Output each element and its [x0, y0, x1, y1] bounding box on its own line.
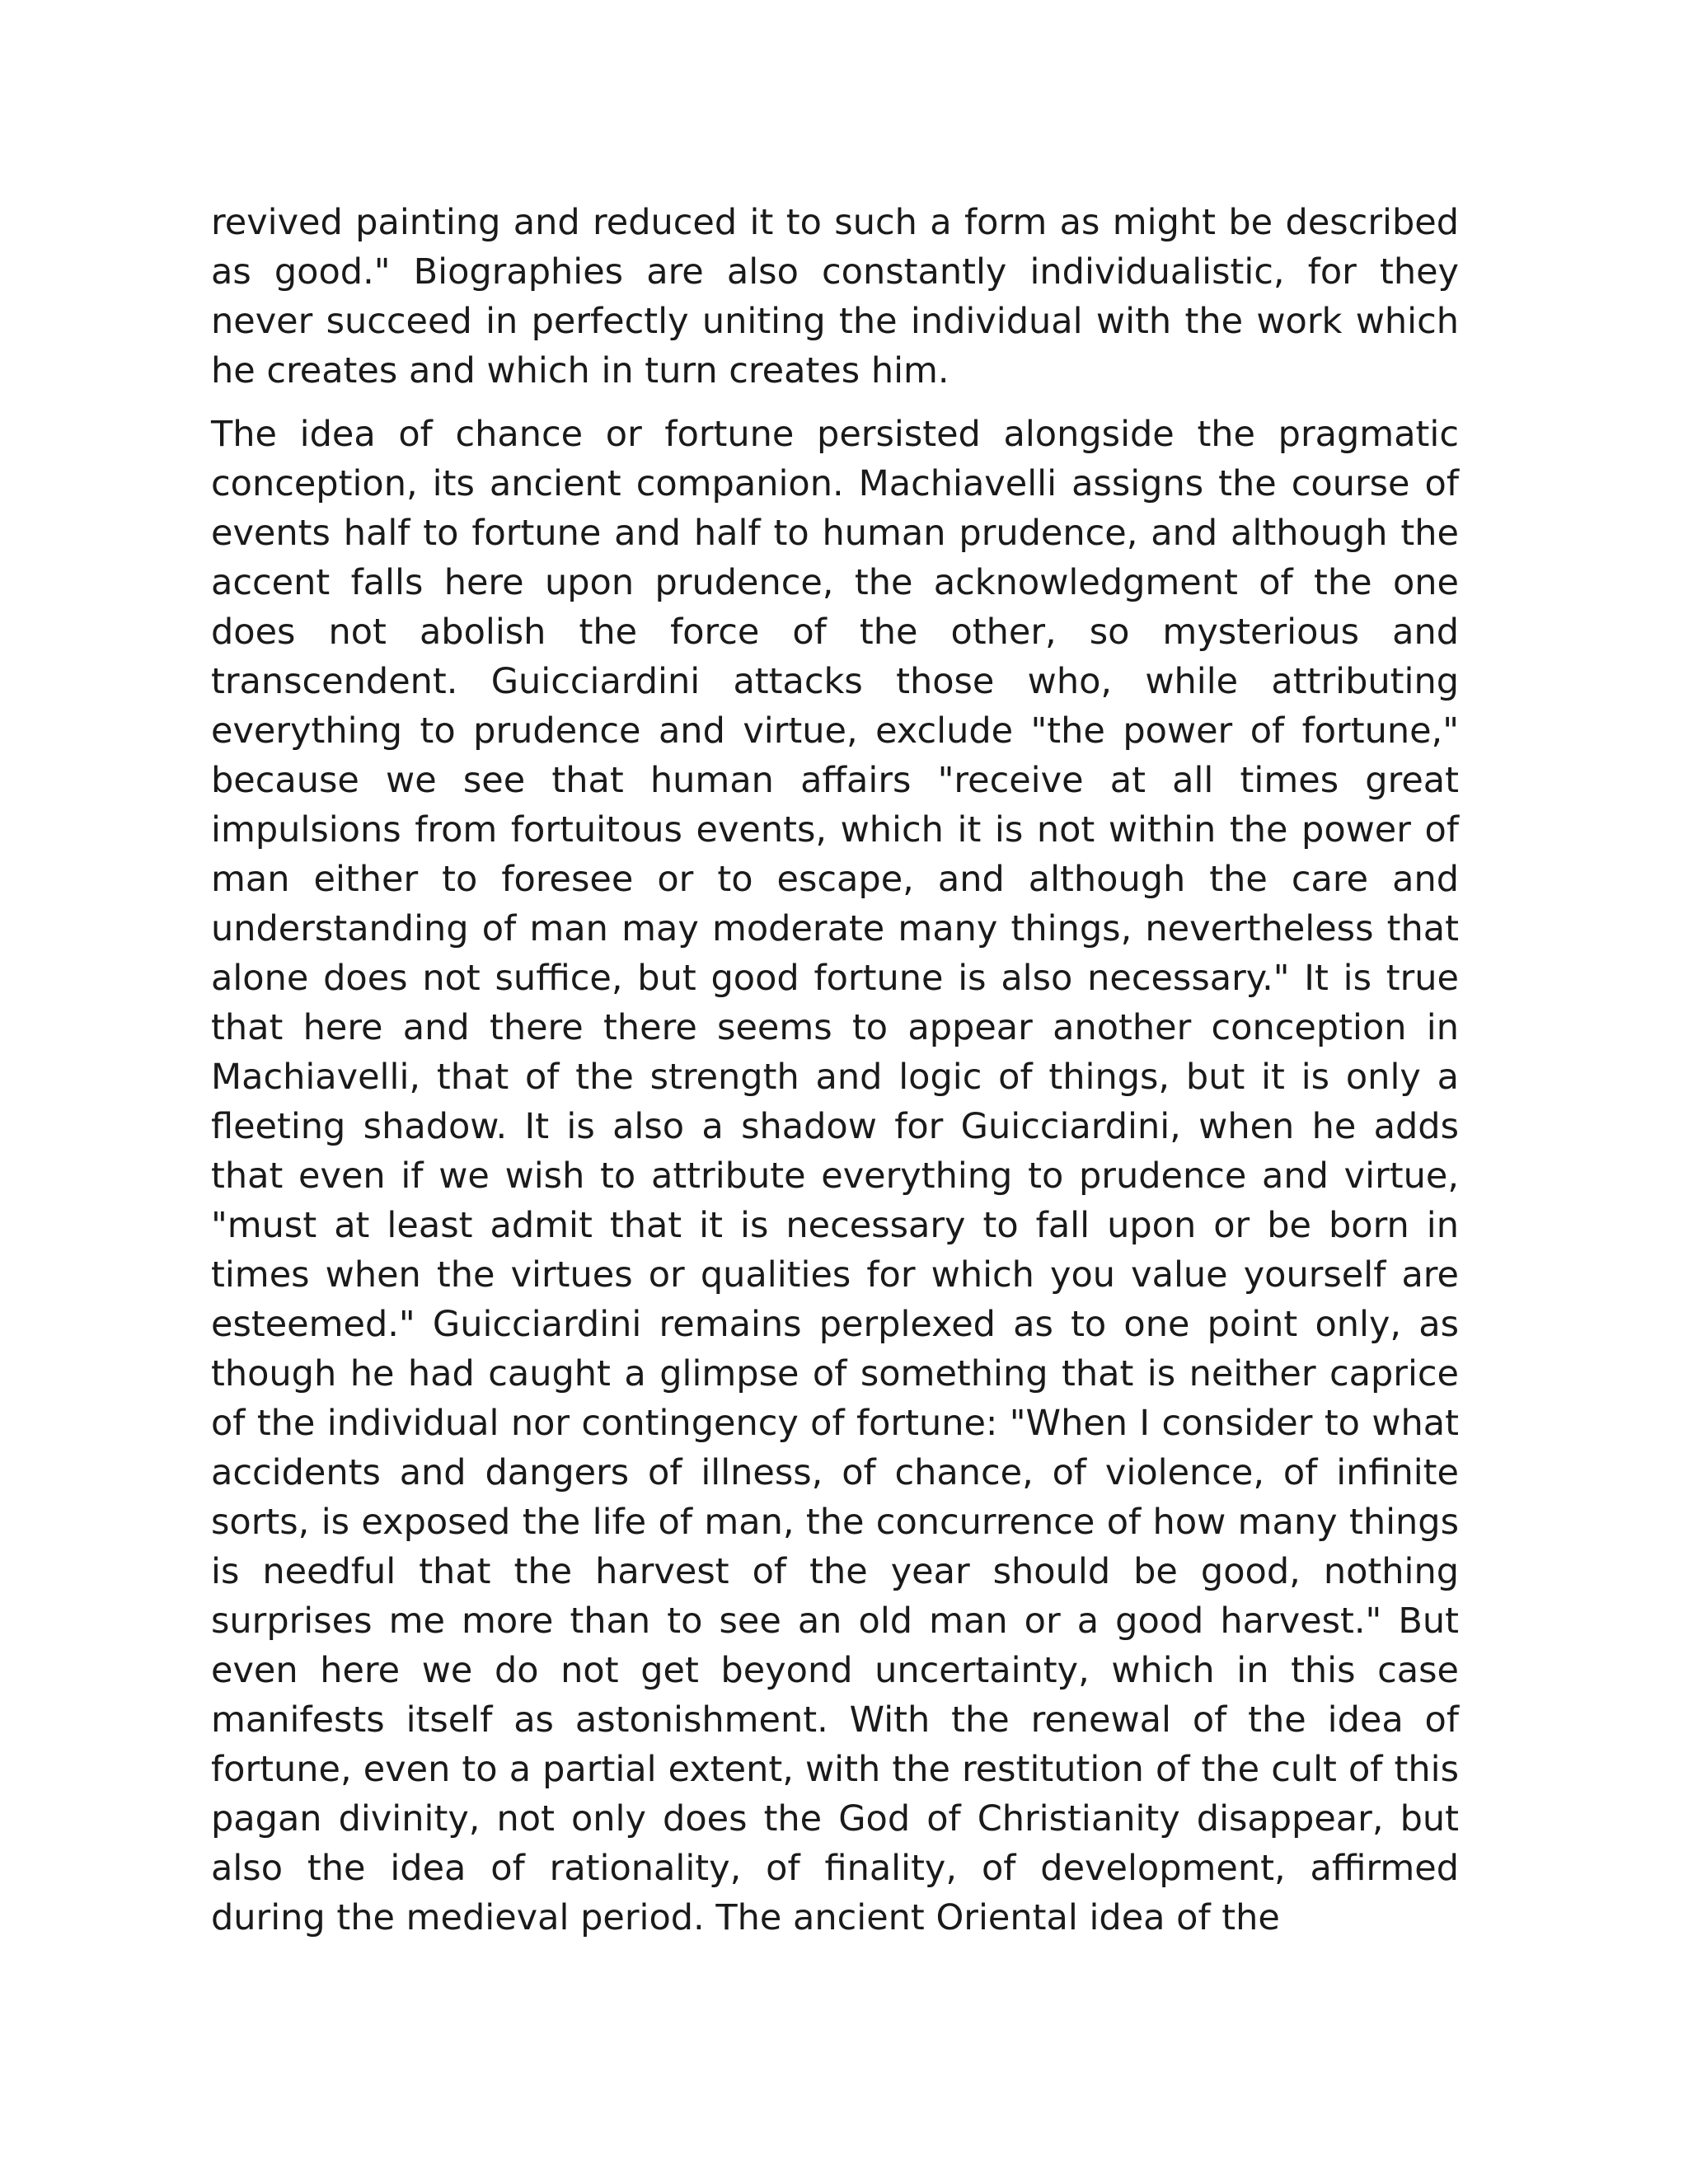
body-text	[211, 198, 1459, 1957]
paragraph-2: The idea of chance or fortune persisted alongside the pragmatic conception, its ancient companion. Machiavelli assigns the course of events half to fortune and half to human prudence, and although the accent falls here upon prudence, the acknowledgment of the one does not abolish the force of the other, so mysterious and transcendent. Guicciardini attacks those who, while attributing everything to prudence and virtue, exclude "the power of fortune," because we see that human affairs "receive at all times great impulsions from fortuitous events, which it is not within the power of man either to foresee or to escape, and although the care and understanding of man may moderate many things, nevertheless that alone does not suffice, but good fortune is also necessary." It is true that here and there there seems to appear another conception in Machiavelli, that of the strength and logic of things, but it is only a fleeting shadow. It is also a shadow for Guicciardini, when he adds that even if we wish to attribute everything to prudence and virtue, "must at least admit that it is necessary to fall upon or be born in times when the virtues or qualities for which you value yourself are esteemed." Guicciardini remains perplexed as to one point only, as though he had caught a glimpse of something that is neither caprice of the individual nor contingency of fortune: "When I consider to what accidents and dangers of illness, of chance, of violence, of infinite sorts, is exposed the life of man, the concurrence of how many things is needful that the harvest of the year should be good, nothing surprises me more than to see an old man or a good harvest." But even here we do not get beyond uncertainty, which in this case manifests itself as astonishment. With the renewal of the idea of fortune, even to a partial extent, with the restitution of the cult of this pagan divinity, not only does the God of Christianity disappear, but also the idea of rationality, of finality, of development, affirmed during the medieval period. The ancient Oriental idea of the	[211, 414, 1459, 1938]
paragraph-1: revived painting and reduced it to such a form as might be described as good." Biographies are also constantly individualistic, for they never succeed in perfectly uniting the individual with the work which he creates and which in turn creates him.	[211, 202, 1459, 391]
